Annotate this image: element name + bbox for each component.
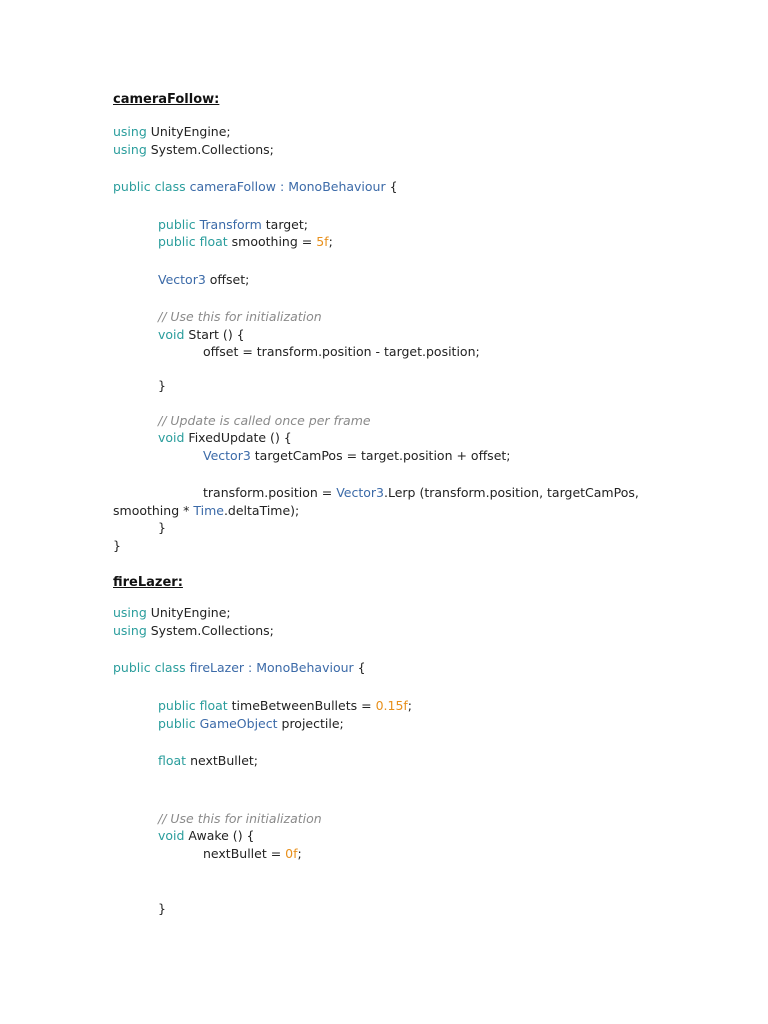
code-line: [203, 484, 639, 502]
code-line: }: [158, 520, 166, 535]
code-text: ;: [297, 846, 302, 861]
code-type: Vector3: [336, 485, 384, 500]
code-keyword: public float: [158, 698, 228, 713]
code-text: FixedUpdate () {: [184, 430, 292, 445]
code-text: ;: [328, 234, 333, 249]
code-keyword: public class: [113, 660, 190, 675]
code-number: 0.15f: [375, 698, 408, 713]
code-text: :: [244, 660, 257, 675]
code-keyword: using: [113, 605, 147, 620]
code-text: timeBetweenBullets =: [227, 698, 376, 713]
code-line: [158, 715, 344, 733]
code-line: [158, 752, 258, 770]
code-text: UnityEngine;: [146, 605, 231, 620]
code-comment: // Use this for initialization: [158, 309, 322, 324]
code-line: [203, 447, 511, 465]
code-text: nextBullet =: [203, 846, 286, 861]
code-line: [158, 697, 412, 715]
code-line: [113, 622, 274, 640]
code-keyword: public class: [113, 179, 190, 194]
code-text: ;: [407, 698, 413, 713]
code-keyword: using: [113, 142, 147, 157]
code-line: }: [113, 538, 121, 553]
code-type: MonoBehaviour: [288, 179, 386, 194]
code-line: [113, 141, 274, 159]
code-keyword: public: [158, 217, 200, 232]
code-type: MonoBehaviour: [256, 660, 354, 675]
code-text: smoothing *: [113, 503, 194, 518]
code-text: targetCamPos = target.position + offset;: [250, 448, 511, 463]
code-line: [158, 271, 249, 289]
code-line: }: [158, 378, 166, 393]
code-text: {: [385, 179, 398, 194]
code-line: }: [158, 901, 166, 916]
code-line: [113, 659, 366, 677]
code-keyword: void: [158, 828, 185, 843]
code-line: [203, 845, 302, 863]
code-keyword: float: [158, 753, 187, 768]
code-type: Time: [193, 503, 224, 518]
code-type: Transform: [199, 217, 262, 232]
code-keyword: public: [158, 716, 200, 731]
code-line: [158, 429, 292, 447]
code-text: Awake () {: [184, 828, 255, 843]
code-keyword: void: [158, 430, 185, 445]
code-type: Vector3: [203, 448, 251, 463]
code-keyword: using: [113, 623, 147, 638]
code-keyword: public float: [158, 234, 228, 249]
code-text: offset;: [205, 272, 250, 287]
section-heading-fire-lazer: fireLazer:: [113, 575, 183, 590]
section-heading-camera-follow: cameraFollow:: [113, 92, 220, 107]
code-line: [113, 502, 299, 520]
code-type: GameObject: [199, 716, 278, 731]
code-line: [158, 233, 333, 251]
code-line: [158, 216, 308, 234]
code-line: [158, 827, 255, 845]
code-type: cameraFollow: [189, 179, 277, 194]
code-text: System.Collections;: [146, 142, 274, 157]
code-text: :: [276, 179, 289, 194]
code-text: projectile;: [277, 716, 344, 731]
code-text: target;: [261, 217, 308, 232]
code-comment: // Use this for initialization: [158, 811, 322, 826]
code-text: UnityEngine;: [146, 124, 231, 139]
code-keyword: void: [158, 327, 185, 342]
code-number: 5f: [316, 234, 329, 249]
code-text: smoothing =: [227, 234, 317, 249]
code-type: fireLazer: [189, 660, 245, 675]
code-text: {: [353, 660, 366, 675]
code-text: Start () {: [184, 327, 245, 342]
code-number: 0f: [285, 846, 298, 861]
code-line: [113, 178, 398, 196]
code-keyword: using: [113, 124, 147, 139]
code-text: transform.position =: [203, 485, 337, 500]
code-type: Vector3: [158, 272, 206, 287]
code-text: System.Collections;: [146, 623, 274, 638]
code-text: .Lerp (transform.position, targetCamPos,: [383, 485, 639, 500]
code-line: [113, 604, 231, 622]
code-line: [158, 326, 245, 344]
code-text: nextBullet;: [186, 753, 259, 768]
code-comment: // Update is called once per frame: [158, 413, 371, 428]
code-text: .deltaTime);: [223, 503, 300, 518]
code-line: [113, 123, 231, 141]
code-line: offset = transform.position - target.position;: [203, 344, 480, 359]
